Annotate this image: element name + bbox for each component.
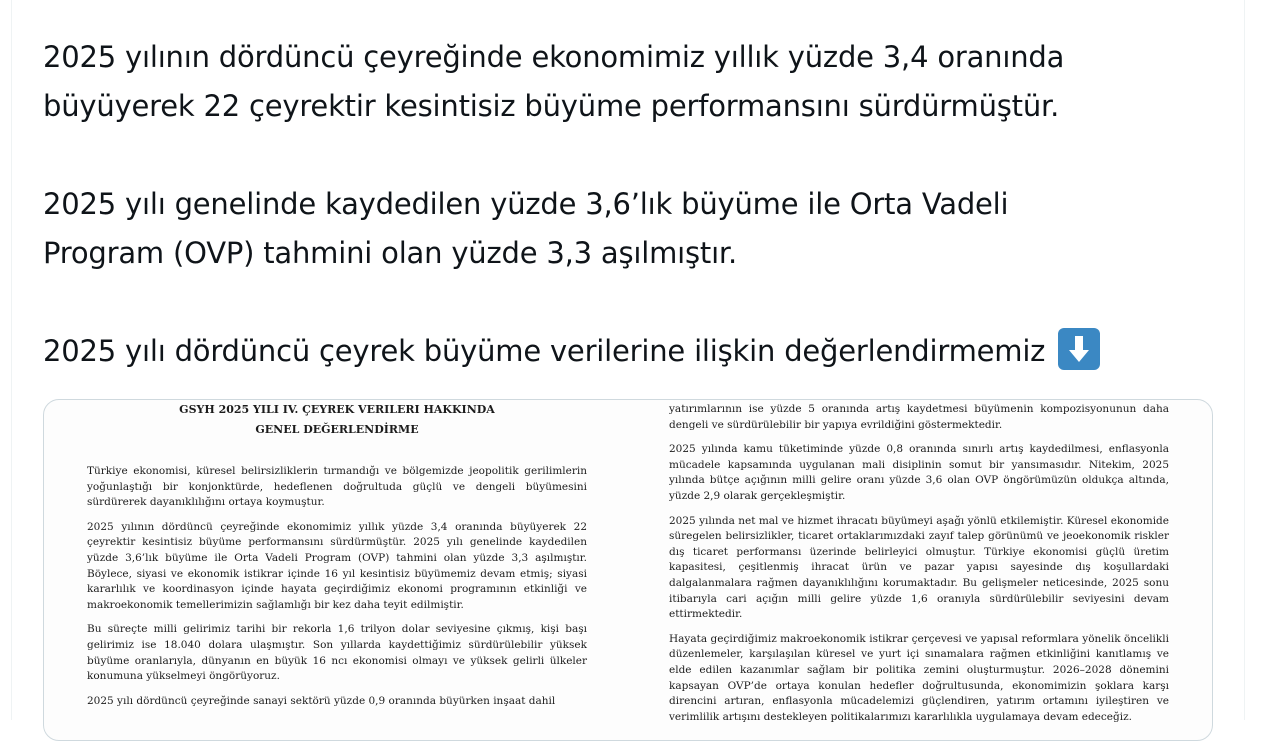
document-paragraph: 2025 yılında net mal ve hizmet ihracatı büyümeyi aşağı yönlü etkilemiştir. Küresel ekonomide süregelen belirsizlikler, ticaret ortaklarımızdaki zayıf talep görünümü ve jeoekonomik riskler dış ticaret performansı üzerinde belirleyici olmuştur. Türkiye ekonomisi güçlü üretim kapasitesi, çeşitlenmiş ihracat ürün ve pazar yapısı sayesinde dış koşullardaki dalgalanmalara rağmen dayanıklılığını korumaktadır. Bu gelişmeler neticesinde, 2025 sonu itibarıyla cari açığın milli gelire yüzde 1,6 oranıyla sürdürülebilir seviyesini devam ettirmektedir. — [669, 514, 1169, 621]
document-paragraph: 2025 yılının dördüncü çeyreğinde ekonomimiz yıllık yüzde 3,4 oranında büyüyerek 22 çeyrektir kesintisiz büyüme performansını sürdürmüştür. 2025 yılı genelinde kaydedilen yüzde 3,6’lık büyüme ile Orta Vadeli Program (OVP) tahmini olan yüzde 3,3 aşılmıştır. Böylece, siyasi ve ekonomik istikrar içinde 16 yıl kesintisiz büyümemiz devam etmiş; siyasi kararlılık ve koordinasyon içinde hayata geçirdiğimiz ekonomi programının etkinliği ve makroekonomik temellerimizin sağlamlığı bir kez daha teyit edilmiştir. — [87, 520, 587, 611]
document-paragraph: Hayata geçirdiğimiz makroekonomik istikrar çerçevesi ve yapısal reformlara yönelik öncelikli düzenlemeler, karşılaşılan küresel ve yurt içi sınamalara rağmen etkinliğini kanıtlamış ve elde edilen kazanımlar sağlam bir politika zemini oluşturmuştur. 2026–2028 dönemini kapsayan OVP’de ortaya konulan hedefler doğrultusunda, ekonomimizin şoklara karşı direncini artıran, enflasyonla mücadelemizi güçlendiren, yatırım ortamını iyileştiren ve verimlilik artışını destekleyen politikalarımızı kararlılıkla uygulamaya devam edeceğiz. — [669, 632, 1169, 723]
document-left-column — [87, 400, 587, 709]
tweet-line-2: büyüyerek 22 çeyrektir kesintisiz büyüme performansını sürdürmüştür. — [43, 89, 1060, 123]
document-paragraph: 2025 yılında kamu tüketiminde yüzde 0,8 oranında sınırlı artış kaydedilmesi, enflasyonla mücadele kapsamında uygulanan mali disiplinin somut bir yansımasıdır. Nitekim, 2025 yılında bütçe açığının milli gelire oranı yüzde 3,6 olan OVP öngörümüzün oldukça altında, yüzde 2,9 olarak gerçekleşmiştir. — [669, 443, 1169, 502]
tweet-line-3: 2025 yılı genelinde kaydedilen yüzde 3,6’lık büyüme ile Orta Vadeli — [43, 187, 1009, 221]
tweet-line-5: 2025 yılı dördüncü çeyrek büyüme verilerine ilişkin değerlendirmemiz — [43, 334, 1046, 368]
tweet-line-5-row — [43, 327, 1233, 376]
document-subtitle: GENEL DEĞERLENDİRME — [255, 423, 419, 436]
right-column-border — [1244, 0, 1280, 720]
document-paragraph: Bu süreçte milli gelirimiz tarihi bir rekorla 1,6 trilyon dolar seviyesine çıkmış, kişi başı gelirimiz ise 18.040 dolara ulaşmıştır. Son yıllarda kaydettiğimiz sürdürülebilir yüksek büyüme oranlarıyla, dünyanın en büyük 16 ncı ekonomisi olmayı ve yüksek gelirli ülkeler konumuna yükselmeyi öngörüyoruz. — [87, 623, 587, 683]
attached-document-image[interactable] — [43, 399, 1213, 741]
left-column-border — [0, 0, 12, 720]
tweet-line-4: Program (OVP) tahmini olan yüzde 3,3 aşılmıştır. — [43, 236, 738, 270]
document-paragraph: Türkiye ekonomisi, küresel belirsizliklerin tırmandığı ve bölgemizde jeopolitik gerilimlerin yoğunlaştığı bir konjonktürde, hedeflenen doğrultuda güçlü ve dengeli büyümesini sürdürerek dayanıklılığını ortaya koymuştur. — [87, 465, 587, 509]
down-arrow-icon — [1058, 328, 1100, 370]
document-title: GSYH 2025 YILI IV. ÇEYREK VERILERI HAKKINDA — [179, 403, 495, 416]
document-right-column — [669, 402, 1169, 725]
document-paragraph: 2025 yılı dördüncü çeyreğinde sanayi sektörü yüzde 0,9 oranında büyürken inşaat dahil — [87, 694, 556, 707]
tweet-text — [43, 33, 1233, 376]
tweet-line-1: 2025 yılının dördüncü çeyreğinde ekonomimiz yıllık yüzde 3,4 oranında — [43, 40, 1065, 74]
document-paragraph: yatırımlarının ise yüzde 5 oranında artış kaydetmesi büyümenin kompozisyonunun daha dengeli ve sürdürülebilir bir yapıya evrildiğini göstermektedir. — [669, 403, 1169, 431]
